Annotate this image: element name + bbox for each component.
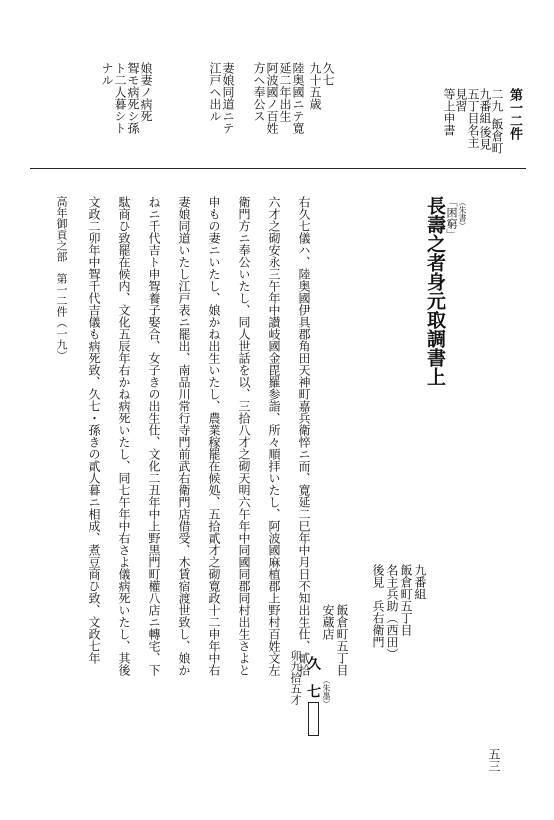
subject-stamp-note: （朱墨） xyxy=(322,676,331,708)
ward-line-1: 九番組 xyxy=(413,564,427,600)
summary-line-6: 方ヘ奉公ス xyxy=(252,62,266,122)
seal-stamp-box xyxy=(308,702,319,736)
subject-name: 久 七 xyxy=(305,656,321,698)
body-column-3: 衛門方ニ奉公いたし、同人世話を以、三拾八才之砌天明六午年中同國同郡同村出生さよと xyxy=(237,196,251,676)
seal-note: （朱書） xyxy=(458,198,467,230)
summary-line-1: 久七 xyxy=(321,62,335,86)
summary-line-4: 延二年出生 xyxy=(278,62,292,122)
document-title: 長壽之者身元取調書上 xyxy=(424,196,446,386)
subject-address-1: 飯倉町五丁目 xyxy=(335,604,349,676)
item-label: 第一二件 xyxy=(507,88,522,140)
item-meta-4: 飯倉町 xyxy=(490,118,504,154)
seal-text: 「困窮」 xyxy=(445,196,458,240)
summary-line-9: 娘妻ノ病死 xyxy=(139,62,153,122)
ward-line-3: 名主兵助（西田） xyxy=(385,564,399,660)
body-column-5: 妻娘同道いたし江戸表ニ罷出、南品川常行寺門前武右衛門店借受、木賃宿渡世致し、娘か xyxy=(177,196,191,676)
summary-line-2: 九十五歳 xyxy=(308,62,322,110)
body-column-6: ねニ千代吉ト申聟養子娶合、女子きの出生仕、文化二丑年中上野黒門町權八店ニ轉宅、下 xyxy=(147,196,161,676)
item-meta-6: 等上申書 xyxy=(442,88,456,136)
subject-age: 卯九拾五才 xyxy=(289,650,302,705)
summary-line-8: 江戸ヘ出ル xyxy=(208,62,222,122)
item-meta-5: 見習 xyxy=(454,88,468,112)
page-number: 五三 xyxy=(487,748,501,772)
running-title: 高年御貢之部 第一二件（一九） xyxy=(55,196,68,361)
body-column-8: 文政二卯年中聟千代吉儀も病死致、久七・孫きの貳人暮ニ相成、煮豆商ひ致、文政七年 xyxy=(87,196,101,664)
body-column-1: 右久七儀ハ、陸奥國伊具郡角田天神町嘉兵衛悴ニ而、寛延二巳年中月日不知出生仕、貳拾 xyxy=(297,196,311,676)
ward-line-4: 後見 兵右衛門 xyxy=(371,564,385,648)
body-column-4: 申もの妻ニいたし、娘かね出生いたし、農業稼罷在候処、五拾貳才之砌寛政十二申年中右 xyxy=(207,196,221,676)
body-column-7: 駄商ひ致罷在候内、文化五辰年右かね病死いたし、同七午年中右さよ儀病死いたし、其後 xyxy=(117,196,131,676)
summary-line-5: 阿波國ノ百姓 xyxy=(265,62,279,134)
item-meta-3: 五丁目名主 xyxy=(466,88,480,148)
summary-line-10: 聟モ病死シ孫 xyxy=(126,62,140,134)
summary-line-3: 陸奥國ニテ寛 xyxy=(291,62,305,134)
body-column-2: 六才之砌安永三午年中讃岐國金毘羅参詣、所々順拝いたし、阿波國麻植郡上野村百姓文左 xyxy=(267,196,281,676)
summary-line-7: 妻娘同道ニテ xyxy=(221,62,235,134)
summary-line-11: ト二人暮シト xyxy=(113,62,127,134)
item-meta-2: 九番組 xyxy=(478,88,492,124)
subject-address-2: 安蔵店 xyxy=(321,604,335,640)
item-meta-7: 後見 xyxy=(478,126,492,150)
ward-line-2: 飯倉町五丁目 xyxy=(399,564,413,636)
summary-line-12: ナル xyxy=(100,62,114,86)
header-rule xyxy=(30,168,526,169)
item-meta-1: 二九 xyxy=(490,88,504,112)
